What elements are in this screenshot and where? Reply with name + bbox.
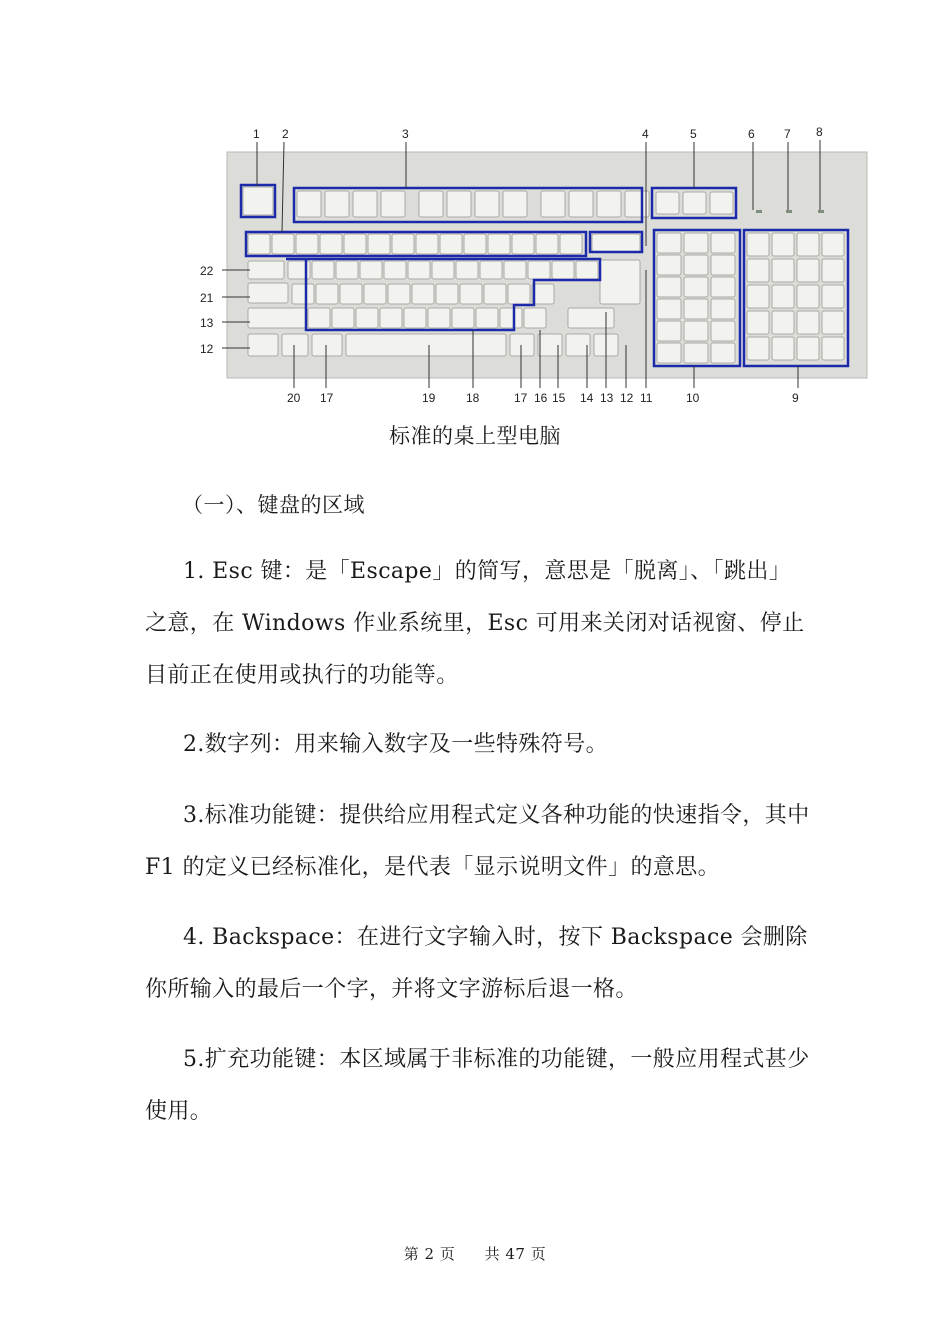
callout-number: 13 bbox=[200, 316, 214, 330]
letter-key bbox=[308, 308, 330, 328]
number-row-key bbox=[344, 234, 366, 254]
numpad-key bbox=[822, 233, 844, 256]
callout-number: 17 bbox=[320, 391, 334, 405]
number-row-key bbox=[488, 234, 510, 254]
paragraph-extended-keys: 5.扩充功能键：本区域属于非标准的功能键，一般应用程式甚少使用。 bbox=[145, 1047, 810, 1124]
function-key bbox=[503, 191, 527, 217]
navigation-key bbox=[684, 321, 708, 341]
letter-key bbox=[528, 261, 550, 279]
callout-number: 3 bbox=[402, 127, 409, 141]
function-key bbox=[353, 191, 377, 217]
space-key bbox=[346, 334, 506, 356]
page-number: 第 2 页 bbox=[403, 1245, 456, 1263]
letter-key bbox=[428, 308, 450, 328]
letter-key bbox=[436, 284, 458, 304]
function-key bbox=[569, 191, 593, 217]
navigation-key bbox=[711, 343, 735, 363]
callout-number: 1 bbox=[253, 127, 260, 141]
letter-key bbox=[404, 308, 426, 328]
letter-key bbox=[388, 284, 410, 304]
navigation-key bbox=[657, 277, 681, 297]
numpad-key bbox=[772, 311, 794, 334]
number-row-key bbox=[368, 234, 390, 254]
number-row-key bbox=[320, 234, 342, 254]
callout-number: 12 bbox=[200, 342, 214, 356]
letter-key bbox=[484, 284, 506, 304]
letter-key bbox=[332, 308, 354, 328]
numpad-key bbox=[797, 259, 819, 282]
letter-key bbox=[456, 261, 478, 279]
letter-key bbox=[460, 284, 482, 304]
callout-number: 18 bbox=[466, 391, 480, 405]
numpad-key bbox=[747, 233, 769, 256]
keyboard-illustration bbox=[196, 120, 876, 420]
navigation-key bbox=[657, 255, 681, 275]
letter-key bbox=[336, 261, 358, 279]
callout-number: 22 bbox=[200, 264, 214, 278]
callout-number: 9 bbox=[792, 391, 799, 405]
letter-key bbox=[364, 284, 386, 304]
letter-key bbox=[432, 261, 454, 279]
function-key bbox=[475, 191, 499, 217]
letter-key bbox=[380, 308, 402, 328]
section-heading: （一）、键盘的区域 bbox=[182, 493, 365, 517]
callout-number: 6 bbox=[748, 127, 755, 141]
numpad-key bbox=[822, 259, 844, 282]
paragraph-number-row: 2.数字列：用来输入数字及一些特殊符号。 bbox=[183, 732, 608, 757]
backspace-key bbox=[592, 234, 640, 252]
figure-caption: 标准的桌上型电脑 bbox=[389, 424, 561, 448]
numpad-key bbox=[747, 259, 769, 282]
callout-number: 17 bbox=[514, 391, 528, 405]
number-row-key bbox=[392, 234, 414, 254]
navigation-key bbox=[711, 233, 735, 253]
callout-number: 21 bbox=[200, 291, 214, 305]
callout-number: 7 bbox=[784, 127, 791, 141]
extended-key bbox=[710, 192, 733, 214]
navigation-key bbox=[657, 299, 681, 319]
letter-key bbox=[480, 261, 502, 279]
function-key bbox=[625, 191, 649, 217]
letter-key bbox=[524, 308, 546, 328]
letter-key bbox=[552, 261, 574, 279]
numpad-key bbox=[747, 285, 769, 308]
esc-key bbox=[243, 187, 273, 215]
letter-key bbox=[340, 284, 362, 304]
navigation-key bbox=[711, 277, 735, 297]
navigation-key bbox=[684, 277, 708, 297]
navigation-key bbox=[684, 233, 708, 253]
function-key bbox=[447, 191, 471, 217]
number-row-key bbox=[536, 234, 558, 254]
numpad-key bbox=[797, 285, 819, 308]
numpad-key bbox=[772, 285, 794, 308]
number-row-key bbox=[440, 234, 462, 254]
navigation-key bbox=[711, 255, 735, 275]
navigation-key bbox=[711, 299, 735, 319]
letter-key bbox=[292, 284, 314, 304]
callout-number: 15 bbox=[552, 391, 566, 405]
function-key bbox=[541, 191, 565, 217]
numpad-key bbox=[797, 337, 819, 360]
callout-number: 14 bbox=[580, 391, 594, 405]
modifier-key bbox=[510, 334, 534, 356]
right-shift-key bbox=[568, 308, 614, 328]
alt-key bbox=[312, 334, 342, 356]
caps-lock-key bbox=[248, 283, 288, 303]
letter-key bbox=[408, 261, 430, 279]
letter-key bbox=[476, 308, 498, 328]
numpad-key bbox=[772, 233, 794, 256]
letter-key bbox=[356, 308, 378, 328]
function-key bbox=[381, 191, 405, 217]
numpad-key bbox=[747, 311, 769, 334]
letter-key bbox=[532, 284, 554, 304]
navigation-key bbox=[711, 321, 735, 341]
shift-key bbox=[248, 308, 306, 328]
callout-number: 16 bbox=[534, 391, 548, 405]
numpad-key bbox=[772, 259, 794, 282]
number-row-key bbox=[560, 234, 582, 254]
number-row-key bbox=[416, 234, 438, 254]
function-key bbox=[419, 191, 443, 217]
function-key bbox=[597, 191, 621, 217]
letter-key bbox=[504, 261, 526, 279]
extended-key bbox=[656, 192, 679, 214]
callout-number: 5 bbox=[690, 127, 697, 141]
keyboard-figure bbox=[196, 120, 876, 420]
extended-key bbox=[683, 192, 706, 214]
navigation-key bbox=[657, 233, 681, 253]
numpad-key bbox=[797, 311, 819, 334]
number-row-key bbox=[512, 234, 534, 254]
letter-key bbox=[576, 261, 598, 279]
enter-key bbox=[600, 260, 640, 304]
letter-key bbox=[452, 308, 474, 328]
page-footer bbox=[0, 1243, 950, 1264]
numpad-key bbox=[822, 337, 844, 360]
callout-number: 2 bbox=[282, 127, 289, 141]
numpad-key bbox=[797, 233, 819, 256]
ctrl-key bbox=[248, 334, 278, 356]
callout-number: 11 bbox=[640, 391, 653, 405]
navigation-key bbox=[684, 299, 708, 319]
numpad-key bbox=[822, 311, 844, 334]
numpad-key bbox=[772, 337, 794, 360]
letter-key bbox=[316, 284, 338, 304]
navigation-key bbox=[684, 343, 708, 363]
callout-number: 13 bbox=[600, 391, 614, 405]
callout-number: 20 bbox=[287, 391, 301, 405]
callout-number: 4 bbox=[642, 127, 649, 141]
numpad-key bbox=[822, 285, 844, 308]
letter-key bbox=[508, 284, 530, 304]
letter-key bbox=[384, 261, 406, 279]
function-key bbox=[297, 191, 321, 217]
page-total: 共 47 页 bbox=[484, 1245, 547, 1263]
letter-key bbox=[500, 308, 522, 328]
letter-key bbox=[360, 261, 382, 279]
letter-key bbox=[312, 261, 334, 279]
number-row-key bbox=[272, 234, 294, 254]
number-row-key bbox=[248, 234, 270, 254]
win-key bbox=[282, 334, 308, 356]
callout-number: 12 bbox=[620, 391, 634, 405]
letter-key bbox=[412, 284, 434, 304]
number-row-key bbox=[464, 234, 486, 254]
callout-number: 10 bbox=[686, 391, 700, 405]
navigation-key bbox=[657, 321, 681, 341]
tab-key bbox=[248, 261, 284, 279]
paragraph-esc: 1. Esc 键：是「Escape」的简写，意思是「脱离」、「跳出」之意，在 Windows 作业系统里，Esc 可用来关闭对话视窗、停止目前正在使用或执行的功能等。 bbox=[145, 559, 805, 688]
paragraph-backspace: 4. Backspace：在进行文字输入时，按下 Backspace 会删除你所输入的最后一个字，并将文字游标后退一格。 bbox=[145, 925, 808, 1002]
callout-number: 8 bbox=[816, 125, 823, 139]
callout-number: 19 bbox=[422, 391, 436, 405]
navigation-key bbox=[684, 255, 708, 275]
modifier-key bbox=[566, 334, 590, 356]
navigation-key bbox=[657, 343, 681, 363]
numpad-key bbox=[747, 337, 769, 360]
paragraph-function-keys: 3.标准功能键：提供给应用程式定义各种功能的快速指令，其中 F1 的定义已经标准化，是代表「显示说明文件」的意思。 bbox=[145, 803, 810, 880]
function-key bbox=[325, 191, 349, 217]
number-row-key bbox=[296, 234, 318, 254]
